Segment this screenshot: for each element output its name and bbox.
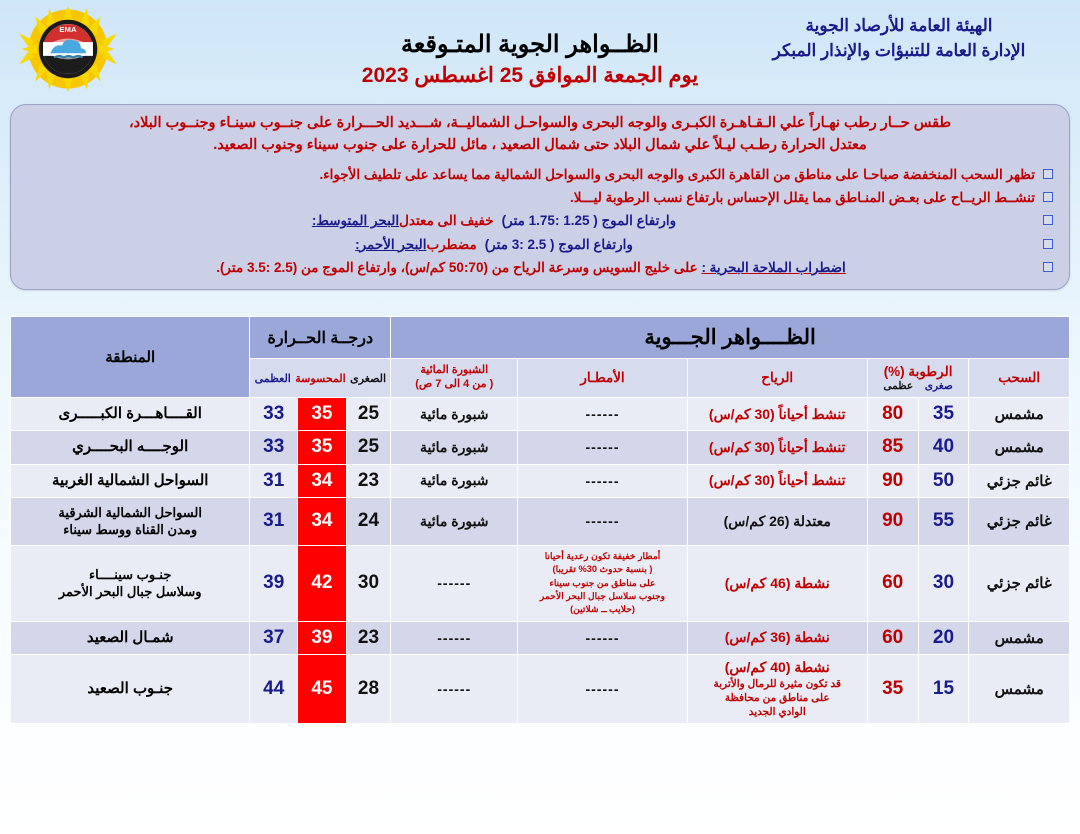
cell-clouds: مشمس	[969, 654, 1070, 724]
red-sea-label: البحر الأحمر:	[355, 236, 427, 252]
bullet-square-icon	[1043, 215, 1053, 225]
summary-paragraph-line2: معتدل الحرارة رطـب ليـلاً علي شمال البلاد حتى شمال الصعيد ، مائل للحرارة على جنوب سيناء وجنوب الصعيد.	[213, 137, 867, 154]
cell-fog: شبورة مائية	[391, 398, 518, 431]
cell-temp-max: 33	[250, 431, 298, 464]
organization-titles	[734, 14, 1064, 63]
cell-region: القــــاهـــرة الكبـــــرى	[11, 398, 250, 431]
summary-bullet-list	[27, 165, 1053, 278]
cell-humidity-max: 90	[867, 464, 918, 497]
table-row	[11, 464, 1070, 497]
cell-temp-feel: 35	[298, 431, 347, 464]
bullet-square-icon	[1043, 192, 1053, 202]
cell-wind: نشطة (46 كم/س)	[687, 545, 867, 621]
cell-rain: ------	[518, 464, 687, 497]
group-header-temperature: درجــة الحــرارة	[250, 317, 391, 359]
summary-box	[10, 104, 1070, 290]
cell-fog: ------	[391, 654, 518, 724]
table-row	[11, 398, 1070, 431]
col-header-clouds: السحب	[969, 359, 1070, 398]
maritime-disruption-label: اضطراب الملاحة البحرية :	[701, 259, 846, 275]
cell-humidity-min: 15	[918, 654, 969, 724]
maritime-disruption-text: على خليج السويس وسرعة الرياح من (50:70 كم/س)، وارتفاع الموج من (2.5 :3.5 متر).	[216, 259, 698, 275]
cell-wind: معتدلة (26 كم/س)	[687, 497, 867, 545]
col-header-humidity-min: صغرى	[924, 380, 953, 392]
cell-clouds: غائم جزئي	[969, 497, 1070, 545]
forecast-table-wrapper	[10, 316, 1070, 724]
table-row	[11, 621, 1070, 654]
bullet-mediterranean-sea	[27, 211, 1053, 231]
table-row	[11, 497, 1070, 545]
red-sea-wave-height: وارتفاع الموج ( 2.5 :3 متر)	[484, 236, 633, 252]
cell-region: جنـوب الصعيد	[11, 654, 250, 724]
group-header-phenomena: الظــــواهر الجـــوية	[391, 317, 1070, 359]
cell-temp-feel: 34	[298, 497, 347, 545]
cell-temp-max: 37	[250, 621, 298, 654]
col-header-fog-sub: ( من 4 الى 7 ص)	[415, 378, 494, 390]
bullet-square-icon	[1043, 239, 1053, 249]
table-group-header-row	[11, 317, 1070, 359]
org-authority-name: الهيئة العامة للأرصاد الجوية	[805, 16, 993, 35]
cell-temp-min: 23	[346, 621, 390, 654]
svg-text:EMA: EMA	[59, 24, 77, 34]
bullet-red-sea	[27, 235, 1053, 255]
cell-clouds: مشمس	[969, 398, 1070, 431]
cell-wind: تنشط أحياناً (30 كم/س)	[687, 464, 867, 497]
cell-temp-max: 31	[250, 464, 298, 497]
cell-temp-feel: 35	[298, 398, 347, 431]
bullet-square-icon	[1043, 169, 1053, 179]
cell-rain: ------	[518, 654, 687, 724]
cell-humidity-min: 55	[918, 497, 969, 545]
cell-humidity-max: 85	[867, 431, 918, 464]
cell-rain: أمطار خفيفة تكون رعدية أحيانا ( بنسبة حدوث 30% تقريبا) على مناطق من جنوب سيناء وجنوب سلاسل جبال البحر الأحمر (حلايب ــ شلاتين)	[518, 545, 687, 621]
page-header	[0, 0, 1080, 100]
cell-region: شمـال الصعيد	[11, 621, 250, 654]
cell-rain: ------	[518, 497, 687, 545]
cell-wind: نشطة (36 كم/س)	[687, 621, 867, 654]
cell-humidity-min: 35	[918, 398, 969, 431]
group-header-region: المنطقة	[11, 317, 250, 398]
cell-temp-max: 39	[250, 545, 298, 621]
bullet-square-icon	[1043, 262, 1053, 272]
bullet-maritime-disruption	[27, 258, 1053, 278]
cell-temp-min: 30	[346, 545, 390, 621]
cell-rain: ------	[518, 621, 687, 654]
cell-temp-min: 28	[346, 654, 390, 724]
cell-humidity-min: 30	[918, 545, 969, 621]
cell-wind: نشطة (40 كم/س) قد تكون مثيرة للرمال والأتربة على مناطق من محافظة الوادي الجديد	[687, 654, 867, 724]
table-row	[11, 431, 1070, 464]
cell-fog: شبورة مائية	[391, 464, 518, 497]
col-header-humidity-label: الرطوبة (%)	[883, 364, 953, 379]
mediterranean-wave-height: وارتفاع الموج ( 1.25 :1.75 متر)	[501, 213, 677, 229]
cell-clouds: غائم جزئي	[969, 545, 1070, 621]
cell-region: جنـوب سينــــاء وسلاسل جبال البحر الأحمر	[11, 545, 250, 621]
cell-region: السواحل الشمالية الشرقية ومدن القناة ووسط سيناء	[11, 497, 250, 545]
cell-humidity-max: 60	[867, 621, 918, 654]
cell-clouds: مشمس	[969, 431, 1070, 464]
cell-temp-max: 33	[250, 398, 298, 431]
col-header-temp-max: العظمى	[254, 372, 291, 385]
cell-humidity-max: 80	[867, 398, 918, 431]
cell-temp-min: 25	[346, 398, 390, 431]
cell-fog: ------	[391, 621, 518, 654]
cell-temp-min: 24	[346, 497, 390, 545]
cell-clouds: مشمس	[969, 621, 1070, 654]
cell-rain: ------	[518, 431, 687, 464]
cell-temp-min: 25	[346, 431, 390, 464]
col-header-fog-label: الشبورة المائية	[420, 364, 489, 377]
cell-temp-max: 44	[250, 654, 298, 724]
summary-paragraph	[27, 112, 1053, 157]
bullet-wind-activity-text: تنشــط الريــاح على بعـض المنـاطق مما يقلل الإحساس بارتفاع نسب الرطوبة ليـــلا.	[570, 190, 1035, 206]
summary-paragraph-line1: طقس حــار رطب نهـاراً علي الـقـاهـرة الكبـرى والوجه البحرى والسواحـل الشماليــة، شـــديد الحـــرارة على جنــوب سينـاء وجنــوب البلاد،	[128, 115, 952, 131]
table-row	[11, 654, 1070, 724]
col-header-fog	[391, 359, 518, 398]
col-header-humidity-max: عظمى	[883, 380, 914, 392]
org-department-name: الإدارة العامة للتنبؤات والإنذار المبكر	[772, 40, 1026, 60]
forecast-table	[10, 316, 1070, 724]
mediterranean-label: البحر المتوسط:	[311, 213, 400, 229]
col-header-temperature-subs	[250, 359, 391, 398]
bullet-wind-activity	[27, 188, 1053, 208]
cell-temp-feel: 45	[298, 654, 347, 724]
cell-humidity-min: 40	[918, 431, 969, 464]
cell-region: السواحل الشمالية الغربية	[11, 464, 250, 497]
title-block	[340, 30, 720, 88]
cell-wind: تنشط أحياناً (30 كم/س)	[687, 431, 867, 464]
cell-humidity-min: 20	[918, 621, 969, 654]
bullet-low-clouds	[27, 165, 1053, 185]
cell-temp-feel: 42	[298, 545, 347, 621]
cell-clouds: غائم جزئي	[969, 464, 1070, 497]
cell-humidity-max: 90	[867, 497, 918, 545]
cell-region: الوجــــه البحــــري	[11, 431, 250, 464]
cell-temp-max: 31	[250, 497, 298, 545]
forecast-date: يوم الجمعة الموافق 25 اغسطس 2023	[361, 64, 699, 87]
red-sea-state: مضطرب	[426, 236, 477, 252]
cell-rain: ------	[518, 398, 687, 431]
col-header-wind: الرياح	[687, 359, 867, 398]
cell-fog: شبورة مائية	[391, 431, 518, 464]
mediterranean-state: خفيف الى معتدل	[399, 213, 494, 229]
ema-sun-logo	[14, 6, 122, 92]
col-header-temp-min: الصغرى	[350, 372, 387, 385]
cell-temp-feel: 39	[298, 621, 347, 654]
cell-temp-min: 23	[346, 464, 390, 497]
cell-humidity-max: 35	[867, 654, 918, 724]
table-body	[11, 398, 1070, 724]
col-header-rain: الأمطـار	[518, 359, 687, 398]
cell-fog: ------	[391, 545, 518, 621]
cell-temp-feel: 34	[298, 464, 347, 497]
col-header-temp-feel: المحسوسة	[295, 372, 346, 385]
bullet-low-clouds-text: تظهر السحب المنخفضة صباحـا على مناطق من القاهرة الكبرى والوجه البحرى والسواحل الشمالية مما يساعد على تلطيف الأجواء.	[319, 166, 1035, 182]
page-title: الظــواهر الجوية المتـوقعة	[401, 31, 659, 58]
cell-humidity-max: 60	[867, 545, 918, 621]
cell-humidity-min: 50	[918, 464, 969, 497]
cell-fog: شبورة مائية	[391, 497, 518, 545]
cell-wind: تنشط أحياناً (30 كم/س)	[687, 398, 867, 431]
col-header-humidity	[867, 359, 969, 398]
table-row	[11, 545, 1070, 621]
